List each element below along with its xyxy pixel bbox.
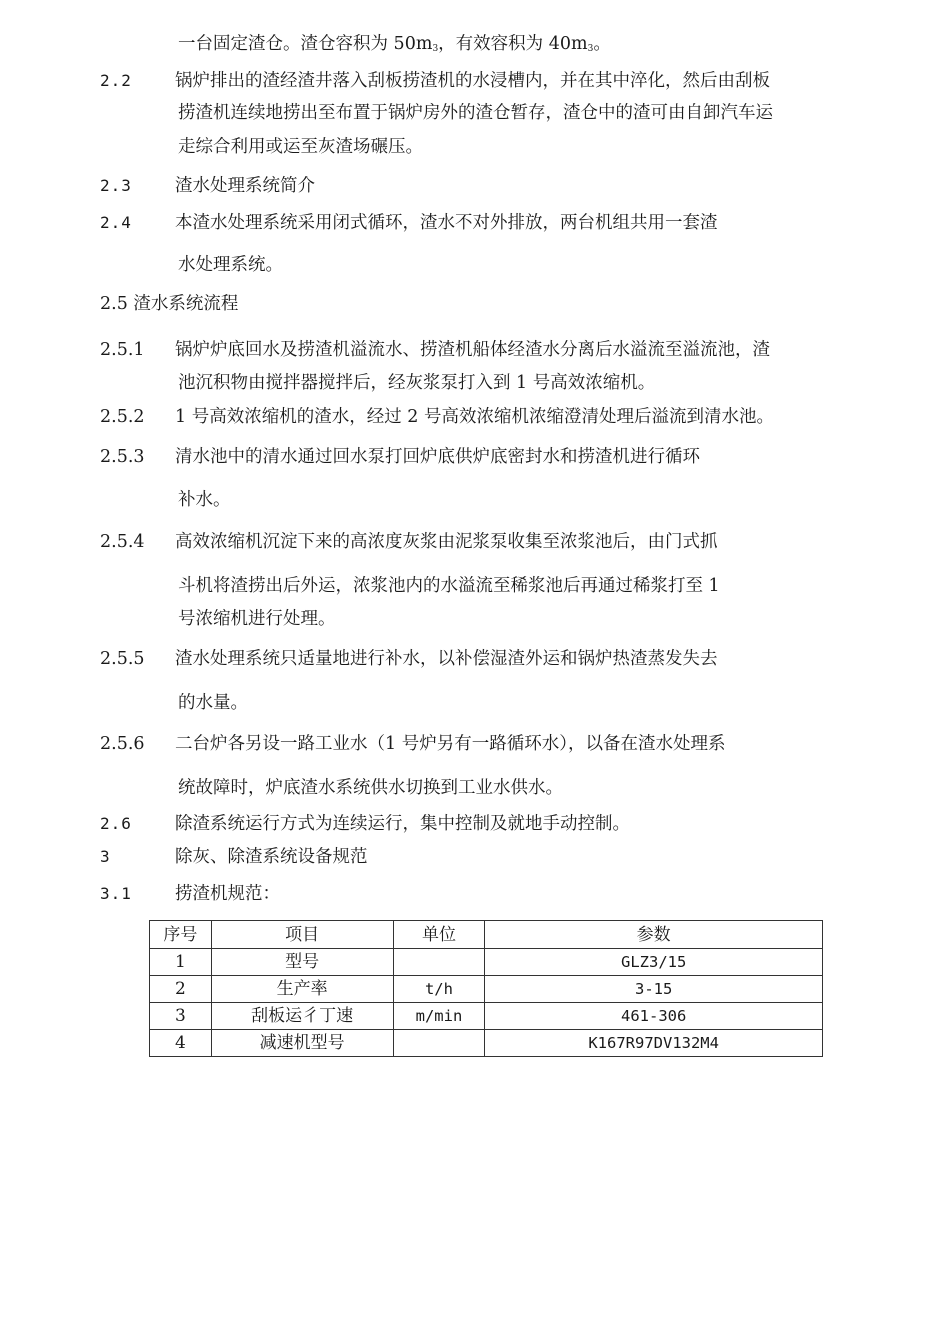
- table-cell: 461-306: [485, 1003, 823, 1030]
- paragraph-line: 锅炉炉底回水及捞渣机溢流水、捞渣机船体经渣水分离后水溢流至溢流池，渣: [175, 340, 770, 360]
- table-cell: 3: [150, 1003, 212, 1030]
- table-row: [150, 1030, 823, 1057]
- spec-table: [149, 920, 823, 1057]
- paragraph-line: 清水池中的清水通过回水泵打回炉底供炉底密封水和捞渣机进行循环: [175, 447, 700, 467]
- paragraph-line: 号浓缩机进行处理。: [178, 609, 336, 629]
- paragraph-line: 斗机将渣捞出后外运，浓浆池内的水溢流至稀浆池后再通过稀浆打至 1: [178, 576, 720, 596]
- table-cell: 减速机型号: [211, 1030, 393, 1057]
- section-number: 2.5.2: [100, 407, 145, 427]
- paragraph-line: 补水。: [178, 490, 231, 510]
- section-number: 3: [100, 847, 111, 866]
- paragraph-line: 高效浓缩机沉淀下来的高浓度灰浆由泥浆泵收集至浓浆池后，由门式抓: [175, 532, 718, 552]
- paragraph-line: 走综合利用或运至灰渣场碾压。: [178, 137, 423, 157]
- table-cell: GLZ3/15: [485, 949, 823, 976]
- text-line: 一台固定渣仓。渣仓容积为 $50m_3$，有效容积为 $40m_3$。: [178, 34, 611, 54]
- paragraph-line: 统故障时，炉底渣水系统供水切换到工业水供水。: [178, 778, 563, 798]
- section-heading: 捞渣机规范：: [175, 884, 280, 904]
- table-header-cell: 参数: [485, 921, 823, 949]
- section-number: 2.5.6: [100, 734, 145, 754]
- table-cell: 3-15: [485, 976, 823, 1003]
- section-heading: 除灰、除渣系统设备规范: [175, 847, 368, 867]
- paragraph-line: 二台炉各另设一路工业水（1 号炉另有一路循环水），以备在渣水处理系: [175, 734, 726, 754]
- table-cell: m/min: [393, 1003, 485, 1030]
- paragraph-line: 的水量。: [178, 693, 248, 713]
- section-number: 2.6: [100, 814, 132, 833]
- section-number: 2.4: [100, 213, 132, 232]
- table-row: [150, 949, 823, 976]
- paragraph-line: 水处理系统。: [178, 255, 283, 275]
- table-header-cell: 序号: [150, 921, 212, 949]
- table-cell: [393, 949, 485, 976]
- paragraph-line: 1 号高效浓缩机的渣水，经过 2 号高效浓缩机浓缩澄清处理后溢流到清水池。: [175, 407, 774, 427]
- section-heading: 渣水处理系统简介: [175, 176, 315, 196]
- table-cell: [393, 1030, 485, 1057]
- table-header-cell: 项目: [211, 921, 393, 949]
- table-cell: 2: [150, 976, 212, 1003]
- table-cell: K167R97DV132M4: [485, 1030, 823, 1057]
- table-header-row: [150, 921, 823, 949]
- table-cell: 刮板运彳丁速: [211, 1003, 393, 1030]
- paragraph-line: 捞渣机连续地捞出至布置于锅炉房外的渣仓暂存，渣仓中的渣可由自卸汽车运: [178, 103, 773, 123]
- table-header-cell: 单位: [393, 921, 485, 949]
- section-number: 2.2: [100, 71, 132, 90]
- paragraph-line: 除渣系统运行方式为连续运行，集中控制及就地手动控制。: [175, 814, 630, 834]
- section-number: 2.3: [100, 176, 132, 195]
- table-cell: 1: [150, 949, 212, 976]
- section-number: 2.5.3: [100, 447, 145, 467]
- section-number: 2.5.1: [100, 340, 145, 360]
- section-number: 3.1: [100, 884, 132, 903]
- table-cell: 4: [150, 1030, 212, 1057]
- table-cell: 生产率: [211, 976, 393, 1003]
- section-number: 2.5.4: [100, 532, 145, 552]
- table-row: [150, 976, 823, 1003]
- table-row: [150, 1003, 823, 1030]
- paragraph-line: 锅炉排出的渣经渣井落入刮板捞渣机的水浸槽内，并在其中淬化，然后由刮板: [175, 71, 770, 91]
- table-cell: t/h: [393, 976, 485, 1003]
- table-cell: 型号: [211, 949, 393, 976]
- section-heading: 2.5 渣水系统流程: [100, 294, 239, 314]
- paragraph-line: 渣水处理系统只适量地进行补水，以补偿湿渣外运和锅炉热渣蒸发失去: [175, 649, 718, 669]
- paragraph-line: 池沉积物由搅拌器搅拌后，经灰浆泵打入到 1 号高效浓缩机。: [178, 373, 656, 393]
- paragraph-line: 本渣水处理系统采用闭式循环，渣水不对外排放，两台机组共用一套渣: [175, 213, 718, 233]
- section-number: 2.5.5: [100, 649, 145, 669]
